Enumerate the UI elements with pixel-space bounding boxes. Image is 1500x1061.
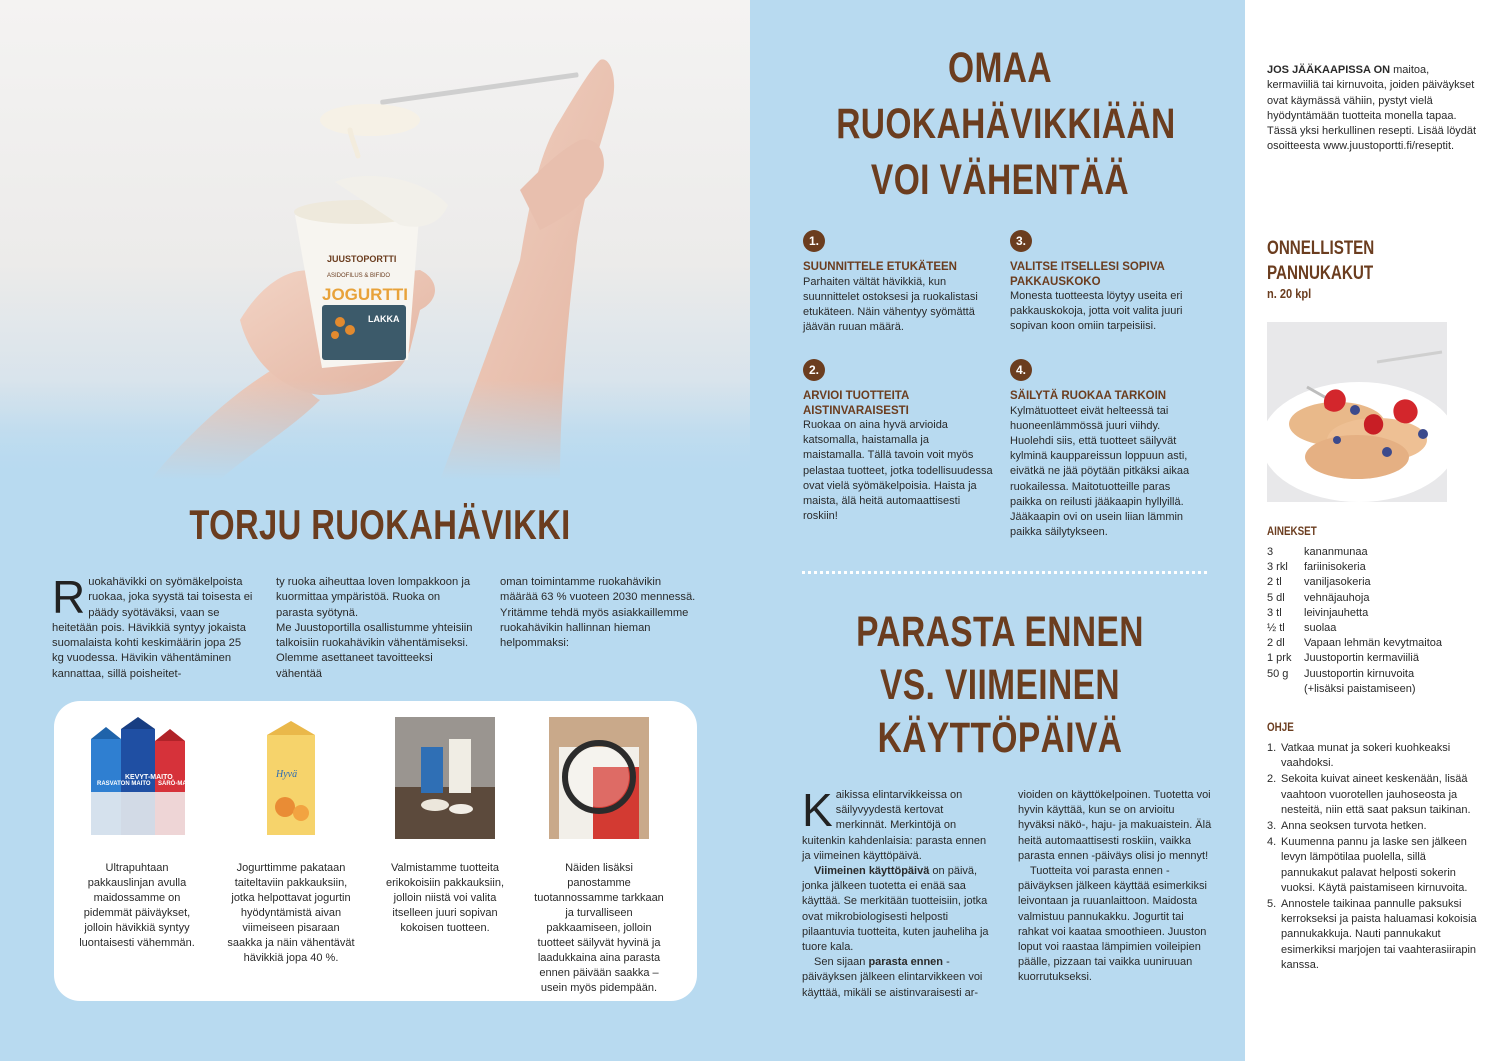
parasta-col-1-c-text: -päiväyksen jälkeen elintarvikkeen voi käyttää, mikäli se aistinvaraisesti ar- <box>802 956 983 999</box>
carton-label-3: SÄRÖ-MAITO <box>158 781 197 787</box>
step-number: 5. <box>1267 898 1277 911</box>
steps-heading: OHJE <box>1267 720 1294 734</box>
sidebar-intro-text: maitoa, kermaviiliä tai kirnuvoita, joiden päiväykset ovat käymässä vähiin, pystyt vielä hyödyntämään tuotteita monella tapaa. Tässä yksi herkullinen resepti. Lisää löydät osoitteesta www.juustoportti.fi/reseptit. <box>1267 64 1477 153</box>
magnifier-image <box>549 717 649 839</box>
product-yogurt <box>226 717 356 966</box>
steps-list <box>1267 741 1477 974</box>
parasta-col-2 <box>1018 788 1212 1001</box>
tip-4-number: 4. <box>1010 359 1032 381</box>
product-sizes-image <box>395 717 495 839</box>
product-packaging <box>534 717 664 996</box>
parasta-col-1-a: aikissa elintarvikkeissa on säilyvyydestä kertovat merkinnät. Merkintöjä on kuitenkin kahdenlaisia: parasta ennen ja viimeinen käyttöpäivä. <box>802 789 987 862</box>
parasta-col-1-b <box>802 864 996 955</box>
ingredient-name: kananmunaa <box>1304 546 1368 558</box>
step-item <box>1267 772 1477 818</box>
parasta-col-1 <box>802 784 996 1001</box>
ingredient-row <box>1267 651 1487 666</box>
tip-3-text: Monesta tuotteesta löytyy useita eri pakkauskokoja, jotta voit valita juuri sopivan koon omiin tarpeisiisi. <box>1010 290 1183 333</box>
tip-2-number: 2. <box>803 359 825 381</box>
tip-3-number: 3. <box>1010 230 1032 252</box>
step-text: Annostele taikinaa pannulle paksuksi kerrokseksi ja paista haluamasi kokoisia pannukakkuja. Nauti pannukakut esimerkiksi marjojen tai vaahterasiirapin kanssa. <box>1281 898 1477 971</box>
tip-4 <box>1010 359 1200 540</box>
recipe-yield: n. 20 kpl <box>1267 286 1312 301</box>
step-text: Vatkaa munat ja sokeri kuohkeaksi vaahdoksi. <box>1281 742 1451 770</box>
ingredient-qty: 50 g <box>1267 667 1289 680</box>
product-packaging-text: Näiden lisäksi panostamme tuotannossamme tarkkaan ja turvalliseen pakkaamiseen, jolloin tuotteet säilyvät hyvinä ja laadukkaina aina parasta ennen päivään saakka – usein myös pidempään. <box>534 862 664 994</box>
ingredient-name: Juustoportin kirnuvoita <box>1304 667 1415 680</box>
tip-2 <box>803 359 993 524</box>
ingredient-name: vehnäjauhoja <box>1304 591 1370 604</box>
step-item <box>1267 819 1477 834</box>
step-number: 3. <box>1267 820 1277 833</box>
ingredient-row <box>1267 591 1487 606</box>
step-item <box>1267 835 1477 896</box>
recipe-title: ONNELLISTEN PANNUKAKUT <box>1267 238 1375 284</box>
yogurt-carton-image <box>241 717 341 839</box>
cup-product: JOGURTTI <box>322 285 408 304</box>
cup-sub: ASIDOFILUS & BIFIDO <box>327 273 391 279</box>
cup-flavor: LAKKA <box>368 314 400 324</box>
milk-cartons-image <box>87 717 197 839</box>
tip-2-text: Ruokaa on aina hyvä arvioida katsomalla, haistamalla ja maistamalla. Tällä tavoin voit myös pelastaa tuotteet, jotka todellisuudessa ovat vielä syömäkelpoisia. Haista ja maista, älä heitä automaattisesti roskiin! <box>803 419 993 523</box>
parasta-col-1-b-text: on päivä, jonka jälkeen tuotetta ei enää saa käyttää. Se merkitään tuotteisiin, jotka ovat mikrobiologisesti helposti pilaantuvia tuotteita, kuten jauheliha ja tuore kala. <box>802 865 989 954</box>
step-item <box>1267 897 1477 973</box>
tip-1-title: SUUNNITTELE ETUKÄTEEN <box>803 261 957 273</box>
pancake-photo <box>1267 322 1447 502</box>
product-sizes-text: Valmistamme tuotteita erikokoisiin pakkauksiin, jolloin niistä voi valita itselleen juuri sopivan kokoisen tuotteen. <box>386 862 504 934</box>
ingredient-name: (+lisäksi paistamiseen) <box>1304 682 1416 695</box>
ingredient-name: Juustoportin kermaviiliä <box>1304 652 1419 665</box>
ingredient-row <box>1267 560 1487 575</box>
sidebar-intro-bold: JOS JÄÄKAAPISSA ON <box>1267 64 1391 76</box>
ingredient-qty: 3 tl <box>1267 606 1282 619</box>
step-text: Kuumenna pannu ja laske sen jälkeen levyn lämpötilaa puolella, sillä pannukakut palavat helposti sokerin vuoksi. Käytä paistamiseen kirnuvoita. <box>1281 836 1468 894</box>
ingredient-row <box>1267 575 1487 590</box>
product-milk <box>72 717 202 951</box>
parasta-bold: parasta ennen <box>868 956 944 969</box>
products-card <box>54 701 697 1001</box>
tip-3 <box>1010 230 1200 335</box>
ingredient-qty: 1 prk <box>1267 652 1292 665</box>
step-text: Anna seoksen turvota hetken. <box>1281 820 1427 833</box>
parasta-col-2-a: vioiden on käyttökelpoinen. Tuotetta voi hyvin käyttää, kun se on arvioitu hyväksi näkö-, haju- ja makuaistein. Älä heitä automaattisesti roskiin, vaikka parasta ennen -päiväys olisi jo mennyt! <box>1018 789 1212 862</box>
parasta-col-1-c-pre: Sen sijaan <box>814 956 869 969</box>
omaa-title: OMAA RUOKAHÄVIKKIÄÄN VOI VÄHENTÄÄ <box>836 44 1176 204</box>
ingredient-row <box>1267 667 1487 682</box>
ingredient-name: Vapaan lehmän kevytmaitoa <box>1304 637 1442 650</box>
yogurt-carton-label: Hyvä <box>276 769 298 780</box>
ingredient-qty: 3 rkl <box>1267 561 1288 574</box>
ingredient-qty <box>1267 682 1304 697</box>
ingredients-list <box>1267 545 1487 697</box>
step-number: 4. <box>1267 836 1277 849</box>
step-text: Sekoita kuivat aineet keskenään, lisää vaahtoon vuorotellen jauhoseosta ja nesteitä, niin että saat paksun taikinan. <box>1281 773 1471 816</box>
tip-1 <box>803 230 993 335</box>
dropcap-k: K <box>802 784 833 836</box>
right-page <box>750 0 1245 1061</box>
ingredients-heading: AINEKSET <box>1267 524 1317 538</box>
tip-1-text: Parhaiten vältät hävikkiä, kun suunnittelet ostoksesi ja ruokalistasi etukäteen. Näin vähentyy syömättä jäävän ruuan määrä. <box>803 275 978 334</box>
ingredient-qty: 3 <box>1267 546 1274 558</box>
tip-4-text: Kylmätuotteet eivät helteessä tai huoneenlämmössä juuri viihdy. Huolehdi siis, että tuotteet säilyvät kylminä kauppareissun loppuun asti, eivätkä ne jää pöytään pitkäksi aikaa ruokailessa. Maitotuotteille paras paikka on reilusti jääkaapin hyllyillä. Jääkaapin ovi on usein liian lämmin paikka säilytykseen. <box>1010 404 1190 539</box>
tip-1-number: 1. <box>803 230 825 252</box>
parasta-col-2-b: Tuotteita voi parasta ennen -päiväyksen jälkeen käyttää esimerkiksi leivontaan ja ruuanlaittoon. Maidosta valmistuu pannukakku. Jogurtit tai rahkat voi kaataa smoothieen. Juuston loput voi raastaa lämpimien voileipien päälle, pizzaan tai vaikka uuniruuan kuorrutukseksi. <box>1018 865 1207 984</box>
product-sizes <box>380 717 510 936</box>
tip-2-title: ARVIOI TUOTTEITA AISTINVARAISESTI <box>803 390 909 417</box>
ingredient-row <box>1267 682 1487 697</box>
carton-label-2: KEVYT-MAITO <box>125 774 173 781</box>
cup-brand: JUUSTOPORTTI <box>327 254 397 264</box>
dropcap: R <box>52 571 86 623</box>
intro-col-1 <box>52 571 254 682</box>
step-number: 1. <box>1267 742 1277 754</box>
ingredient-qty: 5 dl <box>1267 591 1285 604</box>
ingredient-qty: ½ tl <box>1267 622 1285 635</box>
step-number: 2. <box>1267 773 1277 786</box>
intro-col-3: oman toimintamme ruokahävikin määrää 63 % vuoteen 2030 mennessä. Yritämme tehdä myös asiakkaillemme ruokahävikin hallinnan hieman helpommaksi: <box>500 576 696 650</box>
step-item <box>1267 741 1477 771</box>
parasta-text <box>802 784 1212 1001</box>
ingredient-name: suolaa <box>1304 622 1337 635</box>
carton-label-1: RASVATON MAITO <box>97 781 151 787</box>
intro-text <box>52 571 702 682</box>
yogurt-photo <box>0 0 750 480</box>
yogurt-hands-illustration <box>0 0 750 480</box>
ingredient-row <box>1267 545 1487 560</box>
recipe-sidebar <box>1245 0 1500 1061</box>
product-milk-text: Ultrapuhtaan pakkauslinjan avulla maidossamme on pidemmät päiväykset, jolloin hävikkiä syntyy luontaisesti vähemmän. <box>79 862 195 949</box>
ingredient-qty: 2 dl <box>1267 637 1285 650</box>
ingredient-row <box>1267 636 1487 651</box>
ingredient-name: fariinisokeria <box>1304 561 1366 574</box>
ingredient-row <box>1267 606 1487 621</box>
tip-4-title: SÄILYTÄ RUOKAA TARKOIN <box>1010 390 1167 402</box>
parasta-col-1-c <box>802 955 996 1001</box>
torju-title: TORJU RUOKAHÄVIKKI <box>189 501 571 548</box>
parasta-title: PARASTA ENNEN VS. VIIMEINEN KÄYTTÖPÄIVÄ <box>856 608 1144 762</box>
viimeinen-bold: Viimeinen käyttöpäivä <box>814 865 930 878</box>
ingredient-qty: 2 tl <box>1267 576 1282 589</box>
product-yogurt-text: Jogurttimme pakataan taiteltaviin pakkauksiin, jotka helpottavat jogurtin hyödyntämistä aivan viimeiseen pisaraan saakka ja näin vähentävät hävikkiä jopa 40 %. <box>227 862 355 964</box>
ingredient-name: vaniljasokeria <box>1304 576 1371 589</box>
dotted-divider <box>802 571 1207 574</box>
ingredient-name: leivinjauhetta <box>1304 606 1369 619</box>
sidebar-intro <box>1267 63 1477 155</box>
ingredient-row <box>1267 621 1487 636</box>
intro-col-1-text: uokahävikki on syömäkelpoista ruokaa, joka syystä tai toisesta ei päädy syötäväksi, vaan se heitetään pois. Hävikkiä syntyy jokaista suomalaista kohti keskimäärin jopa 25 kg vuodessa. Hävikin vähentäminen kannattaa, sillä poisheitet- <box>52 576 253 680</box>
intro-col-2: ty ruoka aiheuttaa loven lompakkoon ja kuormittaa ympäristöä. Ruoka on parasta syötynä. Me Juustoportilla osallistumme yhteisiin talkoisiin ruokahävikin vähentämiseksi. Olemme asettaneet tavoitteeksi vähentää <box>276 576 473 680</box>
tip-3-title: VALITSE ITSELLESI SOPIVA PAKKAUSKOKO <box>1010 261 1165 288</box>
